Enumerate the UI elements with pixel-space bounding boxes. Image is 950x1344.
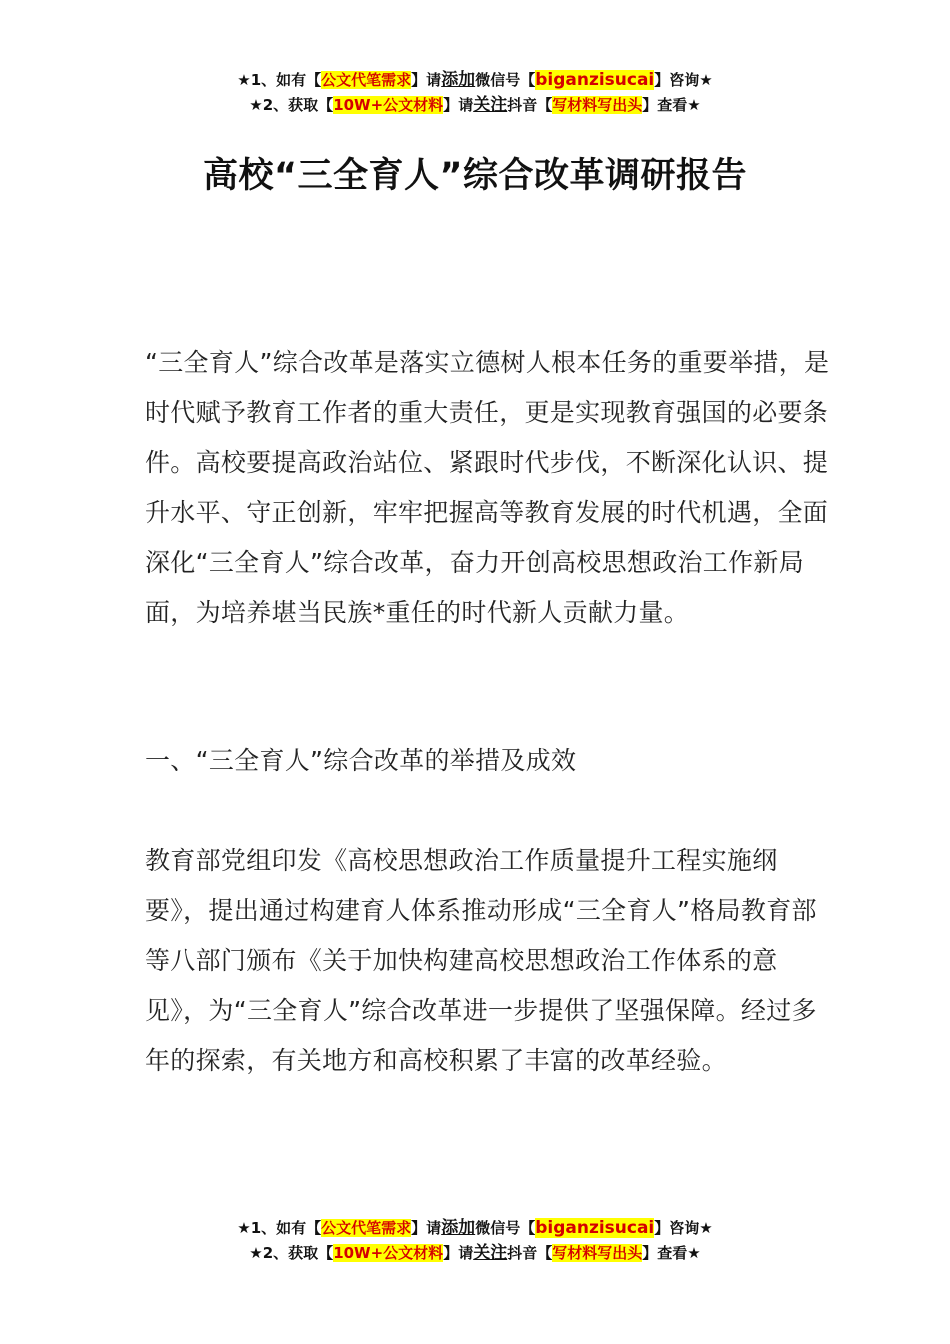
service-highlight: 公文代笔需求 <box>321 71 412 89</box>
banner-text: 】咨询 <box>654 71 700 89</box>
top-banner <box>0 68 950 118</box>
paragraph-measures <box>145 836 835 1086</box>
banner-line-2 <box>0 1241 950 1266</box>
bottom-banner <box>0 1216 950 1266</box>
materials-highlight: 10W+公文材料 <box>333 1244 444 1262</box>
banner-line-1 <box>0 68 950 93</box>
heading-text: 一、“三全育人”综合改革的举措及成效 <box>145 746 577 775</box>
star-icon: ★ <box>699 71 713 89</box>
banner-text: 抖音【 <box>507 1244 553 1262</box>
banner-text: 2、获取【 <box>262 96 334 114</box>
banner-line-2 <box>0 93 950 118</box>
banner-text: 抖音【 <box>507 96 553 114</box>
banner-text: 微信号【 <box>475 1219 536 1237</box>
paragraph-text: “三全育人”综合改革是落实立德树人根本任务的重要举措，是时代赋予教育工作者的重大责任，更是实现教育强国的必要条件。高校要提高政治站位、紧跟时代步伐，不断深化认识、提升水平、守正创新，牢牢把握高等教育发展的时代机遇，全面深化“三全育人”综合改革，奋力开创高校思想政治工作新局面，为培养堪当民族*重任的时代新人贡献力量。 <box>145 348 830 627</box>
service-highlight: 公文代笔需求 <box>321 1219 412 1237</box>
banner-line-1 <box>0 1216 950 1241</box>
banner-underlined-text: 关注 <box>473 95 508 115</box>
star-icon: ★ <box>687 1244 701 1262</box>
banner-text: 】请 <box>443 1244 474 1262</box>
banner-underlined-text: 添加 <box>441 1218 476 1238</box>
document-title: 高校“三全育人”综合改革调研报告 <box>202 156 747 196</box>
banner-text: 1、如有【 <box>250 1219 322 1237</box>
star-icon: ★ <box>237 71 251 89</box>
star-icon: ★ <box>249 1244 263 1262</box>
paragraph-intro <box>145 338 835 638</box>
banner-underlined-text: 关注 <box>473 1243 508 1263</box>
wechat-id-highlight: biganzisucai <box>535 1218 655 1238</box>
banner-text: 2、获取【 <box>262 1244 334 1262</box>
banner-underlined-text: 添加 <box>441 70 476 90</box>
banner-text: 】咨询 <box>654 1219 700 1237</box>
materials-highlight: 10W+公文材料 <box>333 96 444 114</box>
banner-text: 】请 <box>411 71 442 89</box>
wechat-id-highlight: biganzisucai <box>535 70 655 90</box>
section-heading <box>145 736 835 786</box>
banner-text: 】请 <box>411 1219 442 1237</box>
banner-text: 微信号【 <box>475 71 536 89</box>
star-icon: ★ <box>237 1219 251 1237</box>
banner-text: 】查看 <box>642 1244 688 1262</box>
star-icon: ★ <box>699 1219 713 1237</box>
douyin-highlight: 写材料写出头 <box>552 96 643 114</box>
douyin-highlight: 写材料写出头 <box>552 1244 643 1262</box>
banner-text: 】查看 <box>642 96 688 114</box>
paragraph-text: 教育部党组印发《高校思想政治工作质量提升工程实施纲要》，提出通过构建育人体系推动形成“三全育人”格局教育部等八部门颁布《关于加快构建高校思想政治工作体系的意见》，为“三全育人”综合改革进一步提供了坚强保障。经过多年的探索，有关地方和高校积累了丰富的改革经验。 <box>145 846 817 1075</box>
star-icon: ★ <box>687 96 701 114</box>
banner-text: 】请 <box>443 96 474 114</box>
star-icon: ★ <box>249 96 263 114</box>
banner-text: 1、如有【 <box>250 71 322 89</box>
